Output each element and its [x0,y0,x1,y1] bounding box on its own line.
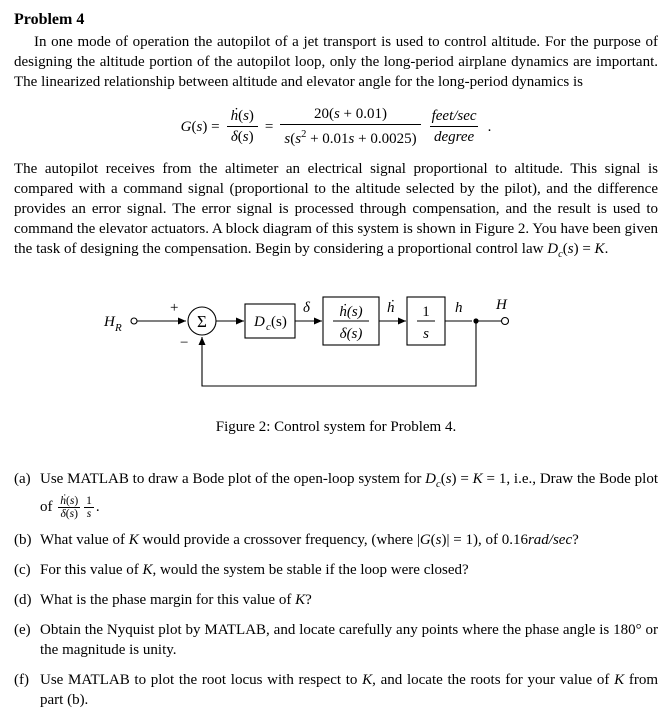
plant-label [333,304,369,342]
input-node-circle [131,318,137,324]
equation-frac-units [428,107,481,146]
svg-text:R: R [115,322,122,334]
hdot-label: ḣ [387,300,395,316]
question-a-text: Use MATLAB to draw a Bode plot of the open-loop system for $D_c(s) = K = 1$, i.e., Draw the Bode plot of $\frac{\text{ḣ(s)}}{\delta(s)}$ $\frac{1}{s}$ . [40,471,658,520]
equation-lhs: G(s) = [180,118,220,135]
svg-text:H: H [104,314,115,330]
question-e-label: (e) [14,622,31,638]
integrator-label [417,304,435,342]
svg-text:ḣ(s): ḣ(s) [339,304,363,320]
output-node-circle [502,318,509,325]
equation-frac2-numerator: 20(s + 0.01) [313,106,388,122]
question-f-label: (f) [14,672,29,688]
question-b-text: What value of K would provide a crossover frequency, (where |G(s)| = 1), of 0.16rad/sec? [40,532,579,548]
equation-equals-sign: = [264,118,274,135]
reference-input-label [103,314,122,334]
paragraph-intro: In one mode of operation the autopilot of a jet transport is used to control altitude. For the purpose of designing the altitude portion of the autopilot loop, only the long-period airplane dynamics are important. The linearized relationship between altitude and elevator angle for the long-period dynamics is [14,34,658,90]
question-b [14,530,658,550]
question-b-label: (b) [14,532,32,548]
question-a [14,469,658,520]
question-a-label: (a) [14,471,31,487]
compensator-label [253,314,287,333]
page-title: Problem 4 [14,11,85,28]
control-system-diagram [14,291,658,399]
question-d-label: (d) [14,592,32,608]
output-label: H [496,297,507,313]
question-list [14,469,658,710]
equation-period: . [487,118,492,135]
transfer-function-equation [14,105,658,148]
question-c-text: For this value of K, would the system be stable if the loop were closed? [40,562,469,578]
question-e [14,620,658,660]
equation-frac1-numerator: ḣ(s) [230,108,254,124]
figure-caption: Figure 2: Control system for Problem 4. [215,419,457,435]
paragraph-autopilot: The autopilot receives from the altimeter an electrical signal proportional to altitude. This signal is compared with a command signal (proportional to the altitude selected by the pilot), and the difference provides an error signal. The error signal is processed through compensation, and the result is used to command the elevator actuators. A block diagram of this system is shown in Figure 2. You have been given the task of designing the compensation. Begin by considering a proportional control law $D_c(s) = K$. [14,161,658,260]
svg-text:(s): (s) [271,314,287,330]
equation-frac3-denominator: degree [430,126,478,146]
equation-frac1-denominator: δ(s) [227,126,258,146]
equation-frac-transfer [280,105,420,148]
svg-text:c: c [266,321,271,333]
figure-block-diagram [14,291,658,437]
question-f-text: Use MATLAB to plot the root locus with respect to K, and locate the roots for your value of K from part (b). [40,672,658,708]
question-d-text: What is the phase margin for this value of K? [40,592,312,608]
sigma-symbol: Σ [197,312,207,331]
question-c [14,560,658,580]
h-label: h [455,300,463,316]
svg-text:s: s [423,326,429,342]
equation-frac-hdot-over-delta [227,107,258,146]
equation-frac2-denominator: $s(s^2 + 0.01s + 0.0025)$ [280,124,420,148]
svg-text:1: 1 [422,304,430,320]
question-e-text: Obtain the Nyquist plot by MATLAB, and locate carefully any points where the phase angle is 180° or the magnitude is unity. [40,622,658,658]
question-c-label: (c) [14,562,31,578]
question-d [14,590,658,610]
svg-text:δ(s): δ(s) [339,326,363,342]
question-f [14,670,658,710]
delta-label: δ [303,300,310,316]
equation-frac3-numerator: feet/sec [431,108,477,124]
svg-text:D: D [254,314,265,330]
plus-sign: + [170,300,179,316]
minus-sign: − [180,335,189,351]
